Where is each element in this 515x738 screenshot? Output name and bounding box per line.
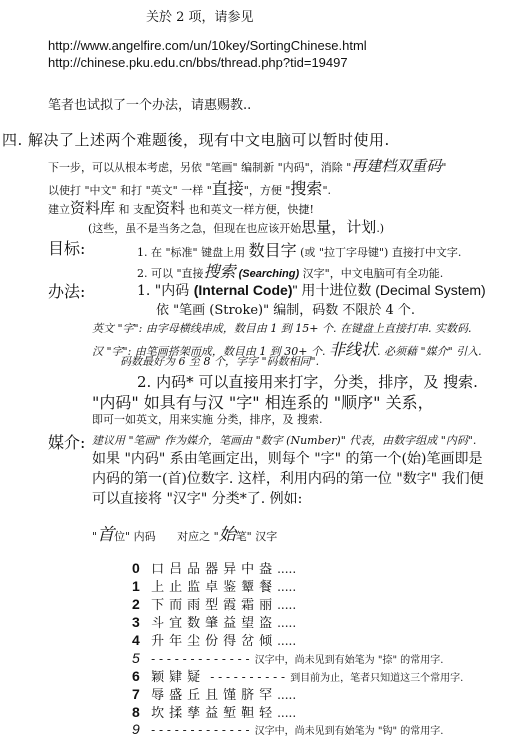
search-emphasis: 搜索 xyxy=(290,179,323,198)
table-row xyxy=(132,666,463,685)
row-chars: 上止监卓鉴颦餐 xyxy=(151,580,278,595)
row-dots: ..... xyxy=(277,616,297,630)
table-row xyxy=(132,719,443,738)
row-number: 1 xyxy=(132,578,140,594)
url-pku-thread[interactable]: http://chinese.pku.edu.cn/bbs/thread.php?tid=19497 xyxy=(48,55,348,70)
nonlinear-emphasis: 非线状 xyxy=(329,340,378,359)
method-item-1-line-1 xyxy=(137,280,486,300)
row-number: 3 xyxy=(132,614,140,630)
row-dots: ..... xyxy=(277,688,297,702)
header-first-code: 位" 内码 xyxy=(114,530,156,543)
medium-label: 媒介: xyxy=(48,433,86,452)
table-row xyxy=(132,630,296,649)
row-number: 2 xyxy=(132,596,140,612)
row-dots: ..... xyxy=(277,562,297,576)
medium-line-1: 建议用 "笔画" 作为媒介，笔画由 "数字 (Number)" 代表，由数字组成 "内码". xyxy=(92,434,477,447)
header-corresponding: 对应之 " xyxy=(177,530,219,543)
table-row xyxy=(132,594,296,613)
section-four-heading: 四. 解决了上述两个难题後，现有中文电脑可以暂时使用. xyxy=(2,131,390,149)
english-like-line: 即可一如英文，用来实施 分类，排序，及 搜索. xyxy=(92,413,323,426)
row-number: 4 xyxy=(132,632,140,648)
row-number: 0 xyxy=(132,560,140,576)
row-chars: 口吕品器异中盎 xyxy=(151,562,278,577)
planning-emphasis: 思量，计划 xyxy=(301,218,377,236)
row-number: 7 xyxy=(132,686,140,702)
table-row xyxy=(132,612,296,631)
direct-typing-text: 以使打 "中文" 和打 "英文" 一样 " xyxy=(48,184,212,197)
chinese-char-note-text: 汉 "字": 由笔画搭架而成，数目由 1 到 30+ 个. xyxy=(92,345,330,358)
row-dashes: - - - - - - - - - - - - - xyxy=(151,652,250,666)
row-chars: 升年尘份得岔倾 xyxy=(151,634,278,649)
row-note: 到目前为止，笔者只知道这三个常用字. xyxy=(290,673,464,684)
row-chars: 斗宜数肇益望盗 xyxy=(151,616,278,631)
next-step-text: 下一步，可以从根本考虑，另依 "笔画" 编制新 "内码"，消除 " xyxy=(48,161,352,174)
database-text-pre: 建立 xyxy=(48,203,70,216)
row-chars: 颖肄疑 xyxy=(151,670,206,685)
goal-searching-term: (Searching) xyxy=(235,268,300,280)
example-header xyxy=(92,520,277,545)
row-number: 5 xyxy=(132,650,140,666)
database-text-mid: 和 支配 xyxy=(115,203,156,216)
shou-emphasis: 首 xyxy=(97,525,115,545)
next-step-line xyxy=(48,155,446,176)
goal-item-2 xyxy=(137,259,443,282)
chinese-char-note-tail: . 必须藉 "媒介" 引入. xyxy=(377,345,482,358)
row-chars: 辱盛丘且馑脐罕 xyxy=(151,688,278,703)
goal-item-1 xyxy=(137,238,461,261)
medium-line-2: 如果 "内码" 系由笔画定出，则每个 "字" 的第一个(始)笔画即是 xyxy=(92,451,483,467)
row-number: 6 xyxy=(132,668,140,684)
row-dots: ..... xyxy=(277,634,297,648)
decimal-system-text: " 用十进位数 (Decimal System) xyxy=(292,282,486,298)
method-item-2: 2. 内码* 可以直接用来打字，分类，排序，及 搜索. xyxy=(137,373,478,391)
method-item-1-text: 1. "内码 xyxy=(137,283,194,299)
header-first-stroke: 笔" 汉字 xyxy=(235,530,278,543)
data-emphasis: 资料 xyxy=(155,199,186,217)
planning-note-text: (这些，虽不是当务之急，但现在也应该开始 xyxy=(88,222,302,235)
row-dots: ..... xyxy=(277,580,297,594)
row-dots: ..... xyxy=(277,598,297,612)
goal-item-1-text: 1. 在 "标准" 键盘上用 xyxy=(137,246,249,259)
shi-emphasis: 始 xyxy=(218,525,236,545)
code-length-note: 码数最好为 6 至 8 个，字字 "码数相同". xyxy=(120,355,320,368)
row-chars: 坎揉孳益堑靼轻 xyxy=(151,706,278,721)
row-dashes: - - - - - - - - - - xyxy=(210,670,286,684)
database-text-post: 也和英文一样方便，快捷! xyxy=(185,203,314,216)
row-number: 9 xyxy=(132,721,140,737)
row-note: 汉字中，尚未见到有始笔为 "钩" 的常用字. xyxy=(254,726,444,737)
next-step-close: " xyxy=(441,161,447,174)
table-row xyxy=(132,576,296,595)
goal-item-2-tail: 汉字"，中文电脑可有全功能. xyxy=(299,267,444,280)
row-dots: ..... xyxy=(277,706,297,720)
internal-code-term: (Internal Code) xyxy=(193,282,293,298)
medium-line-3: 内码的第一(首)位数字. 这样，利用内码的第一位 "数字" 我们便 xyxy=(92,471,484,487)
planning-note xyxy=(88,216,384,237)
english-char-note: 英文 "字": 由字母横线串成，数目由 1 到 15+ 个. 在键盘上直接打串. 实数码. xyxy=(92,322,472,335)
table-row xyxy=(132,684,296,703)
direct-typing-mid: "，方便 " xyxy=(243,184,291,197)
goal-digits-emphasis: 数目字 xyxy=(248,241,297,260)
database-emphasis: 资料库 xyxy=(70,199,116,217)
planning-note-close: .) xyxy=(376,222,385,235)
direct-typing-line xyxy=(48,176,331,199)
row-dashes: - - - - - - - - - - - - - xyxy=(151,723,250,737)
goal-search-emphasis: 搜索 xyxy=(203,262,236,281)
url-sorting-chinese[interactable]: http://www.angelfire.com/un/10key/SortingChinese.html xyxy=(48,38,367,53)
goal-label: 目标: xyxy=(48,239,86,258)
medium-line-4: 可以直接将 "汉字" 分类*了. 例如: xyxy=(92,491,303,507)
row-note: 汉字中，尚未见到有始笔为 "捺" 的常用字. xyxy=(254,655,444,666)
method-item-1-line-2: 依 "笔画 (Stroke)" 编制，码数 不限於 4 个. xyxy=(156,303,416,318)
row-number: 8 xyxy=(132,704,140,720)
order-relation-line: "内码" 如具有与汉 "字" 相连系的 "顺序" 关系， xyxy=(92,393,434,412)
method-label: 办法: xyxy=(48,282,86,301)
goal-item-1-tail: (或 "拉丁字母键") 直接打中文字. xyxy=(296,246,462,259)
goal-item-2-text: 2. 可以 "直接 xyxy=(137,267,204,280)
direct-typing-close: ". xyxy=(322,184,331,197)
reference-line: 关於 2 项，请参见 xyxy=(146,10,254,25)
row-chars: 下而雨型霞霜丽 xyxy=(151,598,278,613)
table-row xyxy=(132,558,296,577)
author-suggestion-line: 笔者也试拟了一个办法，请惠赐教.. xyxy=(48,98,252,113)
next-step-emphasis: 再建档双重码 xyxy=(351,157,442,175)
table-row xyxy=(132,648,443,667)
direct-emphasis: 直接 xyxy=(211,179,244,198)
database-line xyxy=(48,197,314,218)
header-quote: " xyxy=(92,530,98,543)
